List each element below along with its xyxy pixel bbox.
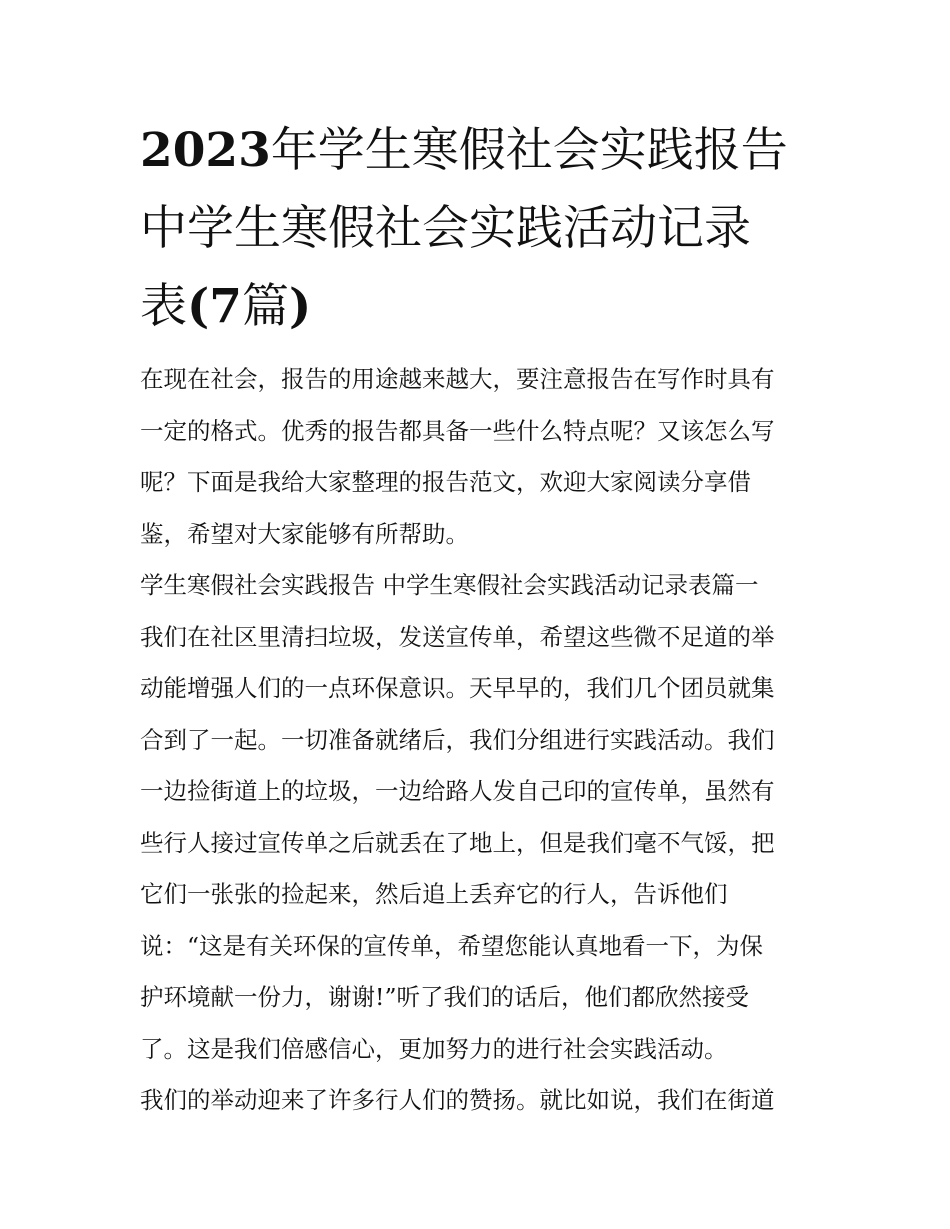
intro-line: 一定的格式。优秀的报告都具备一些什么特点呢？又该怎么写 [140,416,775,445]
section-heading: 学生寒假社会实践报告 中学生寒假社会实践活动记录表篇一 [140,571,759,599]
paragraph-line: 了。这是我们倍感信心，更加努力的进行社会实践活动。 [140,1034,728,1063]
paragraph-line: 动能增强人们的一点环保意识。天早早的，我们几个团员就集 [140,674,775,702]
paragraph-line: 些行人接过宣传单之后就丢在了地上，但是我们毫不气馁，把 [140,828,775,857]
intro-line: 呢？下面是我给大家整理的报告范文，欢迎大家阅读分享借 [140,468,751,496]
paragraph-line: 它们一张张的捡起来，然后追上丢弃它的行人，告诉他们 [140,880,728,908]
paragraph-line: 护环境献一份力，谢谢!”听了我们的话后，他们都欣然接受 [140,983,749,1011]
paragraph-line: 说：“这是有关环保的宣传单，希望您能认真地看一下，为保 [140,931,764,960]
intro-paragraph [140,354,820,560]
title-line-1: 2023年学生寒假社会实践报告 [140,123,788,178]
document-body [140,354,820,1127]
intro-line: 在现在社会，报告的用途越来越大，要注意报告在写作时具有 [140,365,775,393]
title-line-3: 表(7篇) [140,279,312,334]
paragraph-1 [140,612,820,1076]
intro-line: 鉴，希望对大家能够有所帮助。 [140,519,469,548]
paragraph-line: 合到了一起。一切准备就绪后，我们分组进行实践活动。我们 [140,725,775,754]
document-title [140,112,820,346]
title-line-2: 中学生寒假社会实践活动记录 [140,201,751,256]
paragraph-line: 我们在社区里清扫垃圾，发送宣传单，希望这些微不足道的举 [140,622,775,651]
paragraph-line: 一边捡街道上的垃圾，一边给路人发自己印的宣传单，虽然有 [140,777,775,805]
paragraph-line: 我们的举动迎来了许多行人们的赞扬。就比如说，我们在街道 [140,1086,775,1114]
paragraph-2 [140,1075,820,1127]
